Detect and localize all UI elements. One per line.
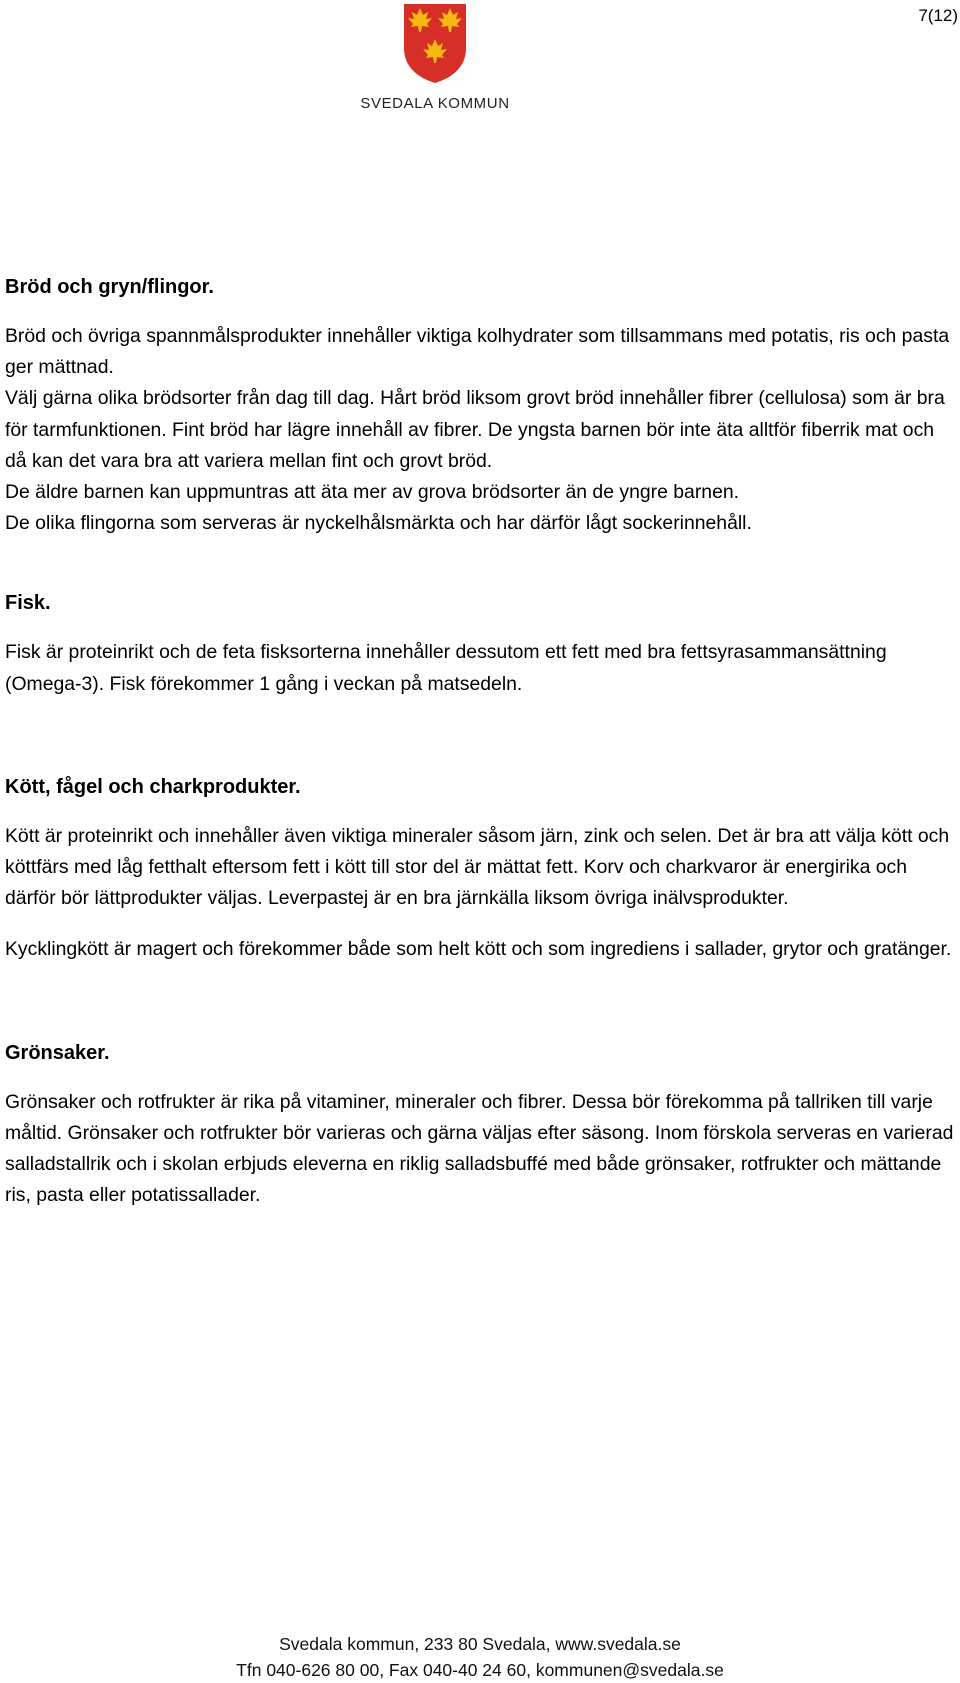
paragraph: De äldre barnen kan uppmuntras att äta mer av grova brödsorter än de yngre barnen. xyxy=(5,481,740,504)
paragraph: De olika flingorna som serveras är nyckelhålsmärkta och har därför lågt sockerinnehåll. xyxy=(5,512,752,535)
logo-text: SVEDALA KOMMUN xyxy=(360,95,510,112)
paragraph: Kött är proteinrikt och innehåller även viktiga mineraler såsom järn, zink och selen. Det är bra att välja kött och köttfärs med låg fetthalt eftersom fett i kött till stor del är mättat fett. Korv och charkvaror är energirika och därför bör lättprodukter väljas. Leverpastej är en bra järnkälla liksom övriga inälvsprodukter. xyxy=(5,824,950,910)
paragraph: Fisk är proteinrikt och de feta fisksorterna innehåller dessutom ett fett med bra fettsyrasammansättning (Omega-3). Fisk förekommer 1 gång i veckan på matsedeln. xyxy=(5,641,887,695)
section-kott xyxy=(5,772,955,966)
footer-contact: Tfn 040-626 80 00, Fax 040-40 24 60, kommunen@svedala.se xyxy=(236,1660,724,1680)
page-footer xyxy=(0,1631,960,1683)
section-brod xyxy=(5,272,955,539)
section-fisk xyxy=(5,588,955,699)
section-heading: Grönsaker. xyxy=(5,1041,110,1064)
page-number: 7(12) xyxy=(918,6,958,25)
municipality-logo xyxy=(355,2,515,112)
section-heading: Fisk. xyxy=(5,592,51,615)
section-heading: Kött, fågel och charkprodukter. xyxy=(5,775,301,798)
coat-of-arms-icon xyxy=(401,2,469,84)
paragraph: Kycklingkött är magert och förekommer både som helt kött och som ingrediens i sallader, grytor och gratänger. xyxy=(5,938,952,961)
paragraph: Bröd och övriga spannmålsprodukter innehåller viktiga kolhydrater som tillsammans med potatis, ris och pasta ger mättnad. xyxy=(5,325,950,379)
section-heading: Bröd och gryn/flingor. xyxy=(5,276,214,298)
paragraph: Grönsaker och rotfrukter är rika på vitaminer, mineraler och fibrer. Dessa bör förekomma på tallriken till varje måltid. Grönsaker och rotfrukter bör varieras och gärna väljas efter säsong. Inom förskola serveras en varierad salladstallrik och i skolan erbjuds eleverna en riklig salladsbuffé med både grönsaker, rotfrukter och mättande ris, pasta eller potatissallader. xyxy=(5,1090,954,1207)
paragraph: Välj gärna olika brödsorter från dag till dag. Hårt bröd liksom grovt bröd innehåller fibrer (cellulosa) som är bra för tarmfunktionen. Fint bröd har lägre innehåll av fibrer. De yngsta barnen bör inte äta alltför fiberrik mat och då kan det vara bra att variera mellan fint och grovt bröd. xyxy=(5,387,945,472)
section-gronsaker xyxy=(5,1038,955,1212)
document-body xyxy=(5,272,955,1211)
footer-address: Svedala kommun, 233 80 Svedala, www.svedala.se xyxy=(279,1634,681,1654)
